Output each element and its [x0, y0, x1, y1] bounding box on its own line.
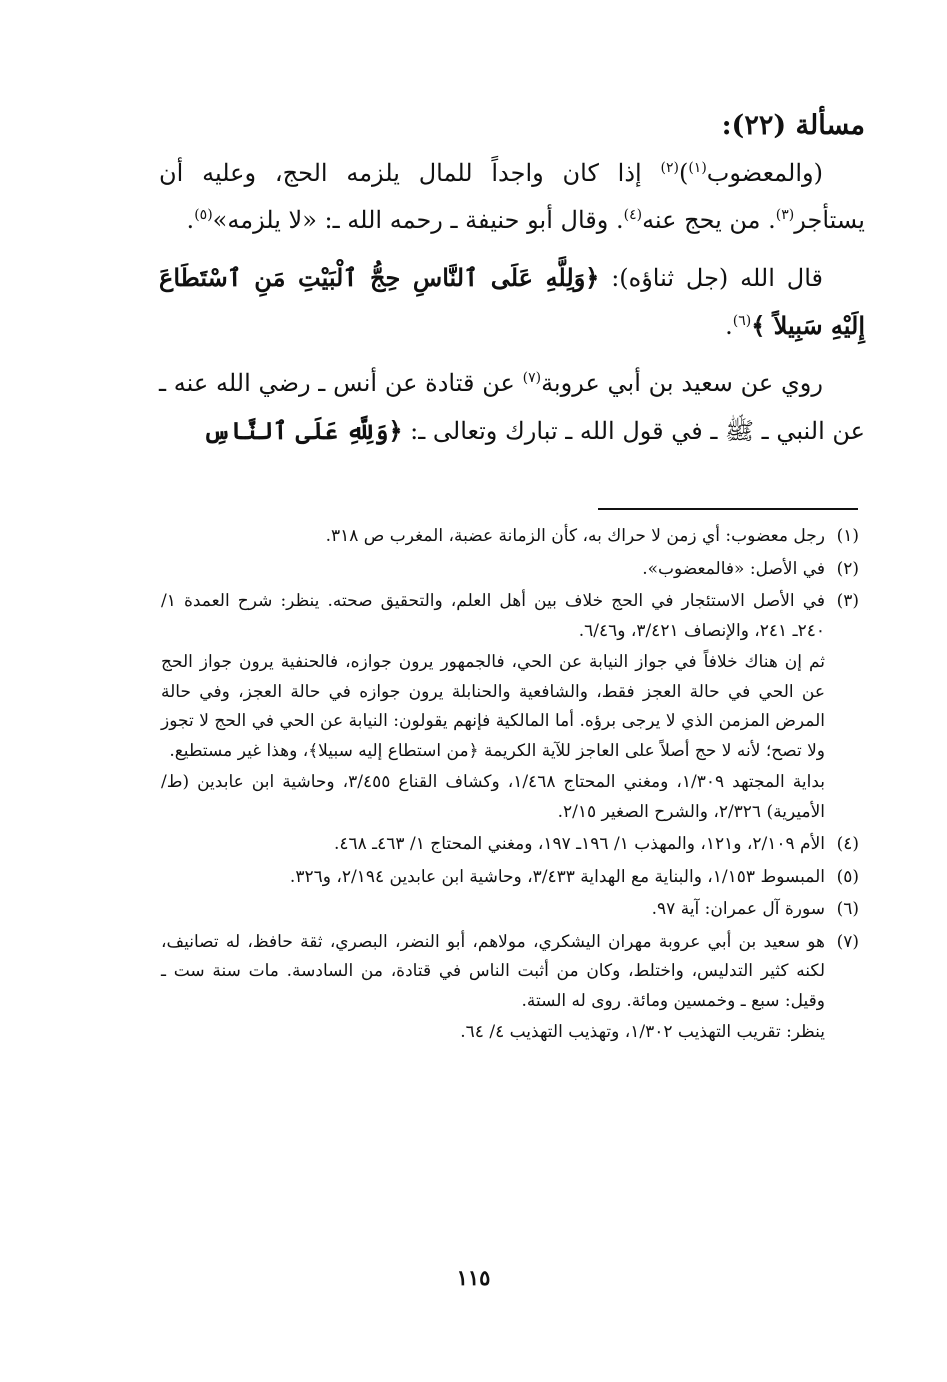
paragraph-2 — [159, 254, 865, 350]
text-run: . — [186, 206, 195, 234]
text-run: قال الله (جل ثناؤه): — [599, 264, 823, 292]
footnote-text: الأم ٢/١٠٩، و١٢١، والمهذب ١/ ١٩٦ـ ١٩٧، ومغني المحتاج ١/ ٤٦٣ـ ٤٦٨. — [333, 834, 825, 854]
footnote-ref-3: (٣) — [775, 207, 795, 223]
footnote-7 — [161, 928, 859, 1048]
footnote-body — [161, 895, 825, 925]
footnote-3 — [161, 587, 859, 827]
text-run: ) — [678, 159, 689, 187]
text-run: . — [725, 312, 733, 340]
footnote-number: (٢) — [836, 558, 859, 579]
footnote-text: سورة آل عمران: آية ٩٧. — [651, 899, 825, 919]
footnote-ref-5: (٥) — [194, 207, 213, 223]
footnote-number: (٤) — [836, 834, 859, 854]
footnote-2 — [161, 555, 859, 585]
page-number: ١١٥ — [456, 1265, 491, 1290]
paragraph-3 — [159, 360, 865, 455]
issue-heading: مسألة (٢٢): — [721, 110, 865, 141]
footnote-6 — [161, 895, 859, 925]
footnote-text: المبسوط ١/١٥٣، والبناية مع الهداية ٣/٤٣٣، وحاشية ابن عابدين ٢/١٩٤، و٣٢٦. — [289, 866, 825, 887]
footnote-text: ثم إن هناك خلافاً في جواز النيابة عن الحي، فالجمهور يرون جوازه، فالحنفية يرون جواز الحج عن الحي في حالة العجز فقط، والشافعية والحنابلة يرون جوازه في حالة العجز، وفي حالة المرض المزمن الذي لا يرجى برؤه. أما المالكية فإنهم يقولون: النيابة عن الحي في الحج لا تجوز ولا تصح؛ لأنه لا حج أصلاً على العاجز للآية الكريمة ﴿من استطاع إليه سبيلا﴾، وهذا غير مستطيع. — [161, 652, 825, 761]
footnote-number: (١) — [836, 526, 859, 546]
footnote-ref-7: (٧) — [522, 370, 542, 386]
footnote-1 — [161, 522, 859, 552]
footnote-5 — [161, 863, 859, 893]
text-run: . من يحج عنه — [642, 206, 776, 234]
footnote-number: (٥) — [836, 866, 859, 887]
footnote-4 — [161, 830, 859, 860]
main-text — [159, 150, 865, 465]
footnote-text: بداية المجتهد ١/٣٠٩، ومغني المحتاج ١/٤٦٨، وكشاف القناع ٣/٤٥٥، وحاشية ابن عابدين (ط/ الأميرية) ٢/٣٢٦، والشرح الصغير ٢/١٥. — [161, 772, 825, 822]
footnote-body — [161, 522, 825, 552]
footnote-body — [161, 928, 825, 1048]
footnote-body — [161, 830, 825, 860]
footnote-text: في الأصل الاستئجار في الحج خلاف بين أهل العلم، والتحقيق صحته. ينظر: شرح العمدة ١/ ٢٤٠ـ ٢٤١، والإنصاف ٣/٤٢١، و٦/٤٦. — [161, 591, 825, 641]
text-run: . وقال أبو حنيفة ـ رحمه الله ـ: «لا يلزمه» — [212, 206, 624, 234]
footnote-text: هو سعيد بن أبي عروبة مهران اليشكري، مولاهم، أبو النضر، البصري، ثقة حافظ، له تصانيف، لكنه كثير التدليس، واختلط، وكان من أثبت الناس في قتادة، من السادسة. مات سنة ست ـ وقيل: سبع ـ وخمسين ومائة. روى له الستة. — [161, 931, 825, 1011]
footnote-number: (٣) — [836, 591, 859, 611]
footnote-text: في الأصل: «فالمعضوب». — [642, 558, 825, 579]
quran-verse: ﴿وَلِلَّهِ عَلَى ٱلنَّاسِ حِجُّ ٱلْبَيْتِ مَنِ ٱسْتَطَاعَ إِلَيْهِ سَبِيلاً ﴾ — [159, 263, 865, 340]
text-run: روي عن سعيد بن أبي عروبة — [541, 369, 823, 397]
text-run: إذا كان واجداً للمال يلزمه الحج، وعليه أن يستأجر — [159, 159, 865, 234]
footnote-ref-2: (٢) — [660, 160, 679, 176]
footnote-number: (٧) — [836, 931, 859, 952]
footnote-body — [161, 587, 825, 827]
footnote-number: (٦) — [836, 899, 859, 919]
footnote-ref-4: (٤) — [623, 207, 643, 223]
footnote-text: رجل معضوب: أي زمن لا حراك به، كأن الزمانة عضبة، المغرب ص ٣١٨. — [325, 526, 825, 546]
footnote-ref-6: (٦) — [732, 313, 752, 329]
footnote-text: ينظر: تقريب التهذيب ١/٣٠٢، وتهذيب التهذيب ٤/ ٦٤. — [460, 1022, 825, 1042]
text-run: عن قتادة عن أنس ـ رضي الله عنه ـ عن النبي ـ ﷺ ـ في قول الله ـ تبارك وتعالى ـ: — [159, 369, 865, 445]
footnotes — [161, 522, 859, 1051]
text-run: (والمعضوب — [706, 159, 823, 187]
footnote-body — [161, 555, 825, 585]
footnote-ref-1: (١) — [688, 160, 707, 176]
footnote-separator — [598, 508, 858, 510]
footnote-body — [161, 863, 825, 893]
quran-verse: ﴿وَلِلَّهِ عَلَى ٱلنَّاسِ — [203, 416, 403, 445]
paragraph-1 — [159, 150, 865, 244]
